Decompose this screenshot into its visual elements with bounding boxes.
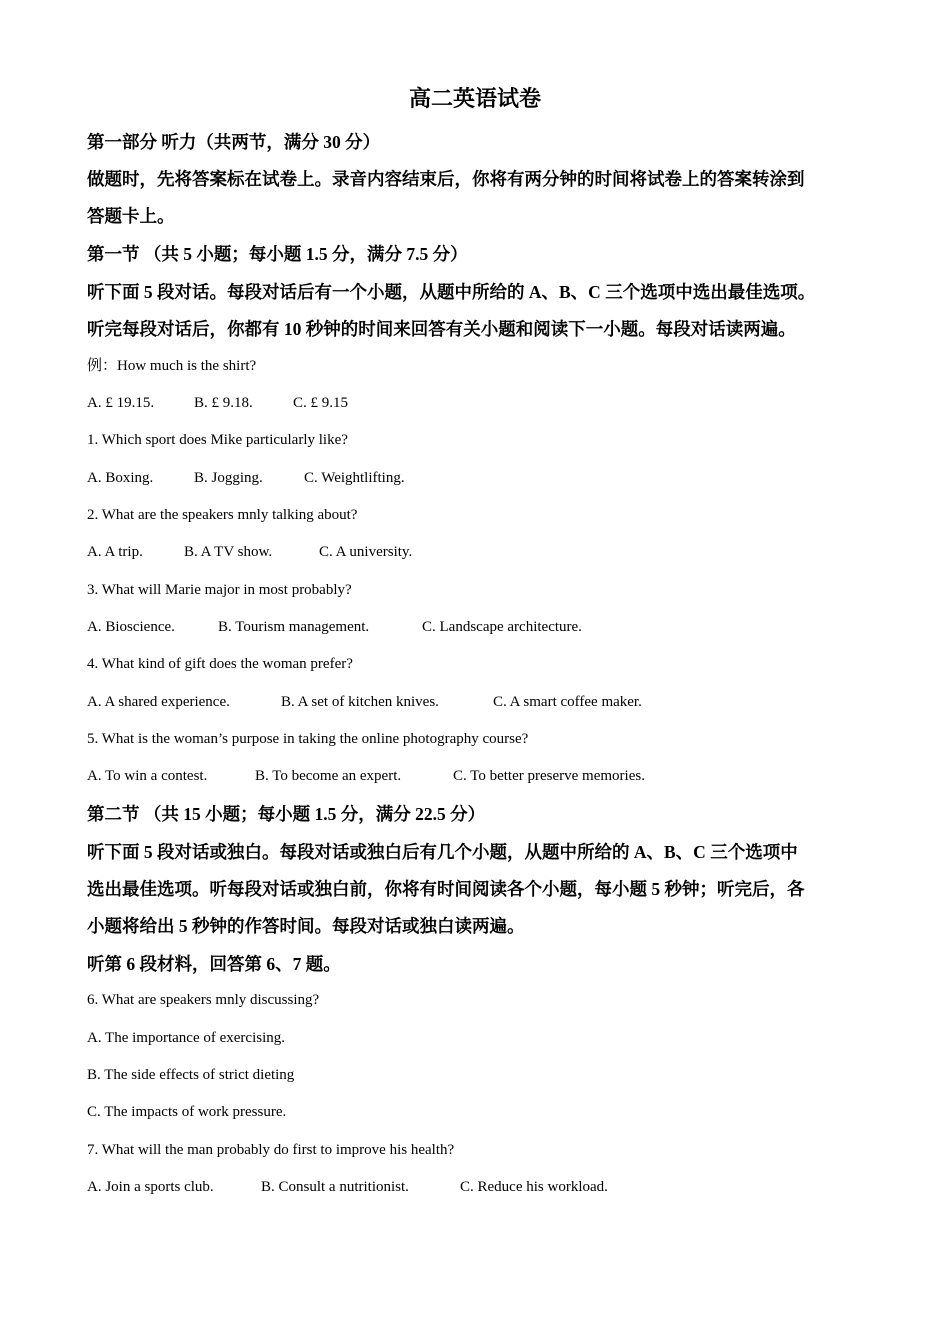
section1-heading: 第一节 （共 5 小题；每小题 1.5 分，满分 7.5 分）	[87, 244, 468, 264]
q3-option-b: B. Tourism management.	[218, 619, 370, 635]
q7-option-b: B. Consult a nutritionist.	[261, 1179, 409, 1195]
section1-instruction-line-2: 听完每段对话后，你都有 10 秒钟的时间来回答有关小题和阅读下一小题。每段对话读两遍。	[87, 319, 796, 339]
q6-option-b: B. The side effects of strict dieting	[87, 1067, 295, 1083]
q4-option-a: A. A shared experience.	[87, 694, 230, 710]
q5-option-b: B. To become an expert.	[255, 768, 402, 784]
question-1: 1. Which sport does Mike particularly like?	[87, 432, 348, 448]
section1-instruction-line-1: 听下面 5 段对话。每段对话后有一个小题，从题中所给的 A、B、C 三个选项中选出最佳选项。	[87, 282, 816, 302]
q7-option-a: A. Join a sports club.	[87, 1179, 214, 1195]
section2-instruction-line-1: 听下面 5 段对话或独白。每段对话或独白后有几个小题，从题中所给的 A、B、C 三个选项中	[87, 842, 798, 862]
q4-option-c: C. A smart coffee maker.	[493, 694, 642, 710]
question-5: 5. What is the woman’s purpose in taking the online photography course?	[87, 731, 529, 747]
question-4: 4. What kind of gift does the woman prefer?	[87, 656, 353, 672]
q2-option-a: A. A trip.	[87, 544, 143, 560]
question-3-options	[87, 615, 582, 639]
question-3: 3. What will Marie major in most probably?	[87, 582, 352, 598]
q5-option-c: C. To better preserve memories.	[453, 768, 645, 784]
section2-instruction-line-3: 小题将给出 5 秒钟的作答时间。每段对话或独白读两遍。	[87, 916, 525, 936]
q7-option-c: C. Reduce his workload.	[460, 1179, 608, 1195]
q1-option-b: B. Jogging.	[194, 470, 263, 486]
page-title: 高二英语试卷	[408, 86, 541, 111]
q5-option-a: A. To win a contest.	[87, 768, 208, 784]
material-6-heading: 听第 6 段材料，回答第 6、7 题。	[87, 954, 341, 974]
question-6: 6. What are speakers mnly discussing?	[87, 992, 320, 1008]
example-option-a: A. £ 19.15.	[87, 395, 155, 411]
part1-instruction-line-2: 答题卡上。	[87, 206, 175, 226]
question-2: 2. What are the speakers mnly talking about?	[87, 507, 358, 523]
q4-option-b: B. A set of kitchen knives.	[281, 694, 439, 710]
q1-option-c: C. Weightlifting.	[304, 470, 405, 486]
question-7-options	[87, 1175, 608, 1199]
q3-option-a: A. Bioscience.	[87, 619, 175, 635]
part1-heading: 第一部分 听力（共两节，满分 30 分）	[87, 132, 381, 152]
question-7: 7. What will the man probably do first to improve his health?	[87, 1142, 455, 1158]
question-5-options	[87, 764, 645, 788]
q2-option-b: B. A TV show.	[184, 544, 273, 560]
question-4-options	[87, 690, 642, 714]
q2-option-c: C. A university.	[319, 544, 413, 560]
example-option-c: C. £ 9.15	[293, 395, 349, 411]
q3-option-c: C. Landscape architecture.	[422, 619, 582, 635]
q6-option-c: C. The impacts of work pressure.	[87, 1104, 287, 1120]
example-option-b: B. £ 9.18.	[194, 395, 253, 411]
section2-heading: 第二节 （共 15 小题；每小题 1.5 分，满分 22.5 分）	[87, 804, 486, 824]
q1-option-a: A. Boxing.	[87, 470, 154, 486]
section2-instruction-line-2: 选出最佳选项。听每段对话或独白前，你将有时间阅读各个小题，每小题 5 秒钟；听完后，各	[87, 879, 805, 899]
example-options	[87, 391, 348, 415]
question-2-options	[87, 540, 412, 564]
question-1-options	[87, 466, 405, 490]
example-question: 例：How much is the shirt?	[87, 358, 257, 374]
part1-instruction-line-1: 做题时，先将答案标在试卷上。录音内容结束后，你将有两分钟的时间将试卷上的答案转涂到	[87, 169, 805, 189]
q6-option-a: A. The importance of exercising.	[87, 1030, 285, 1046]
